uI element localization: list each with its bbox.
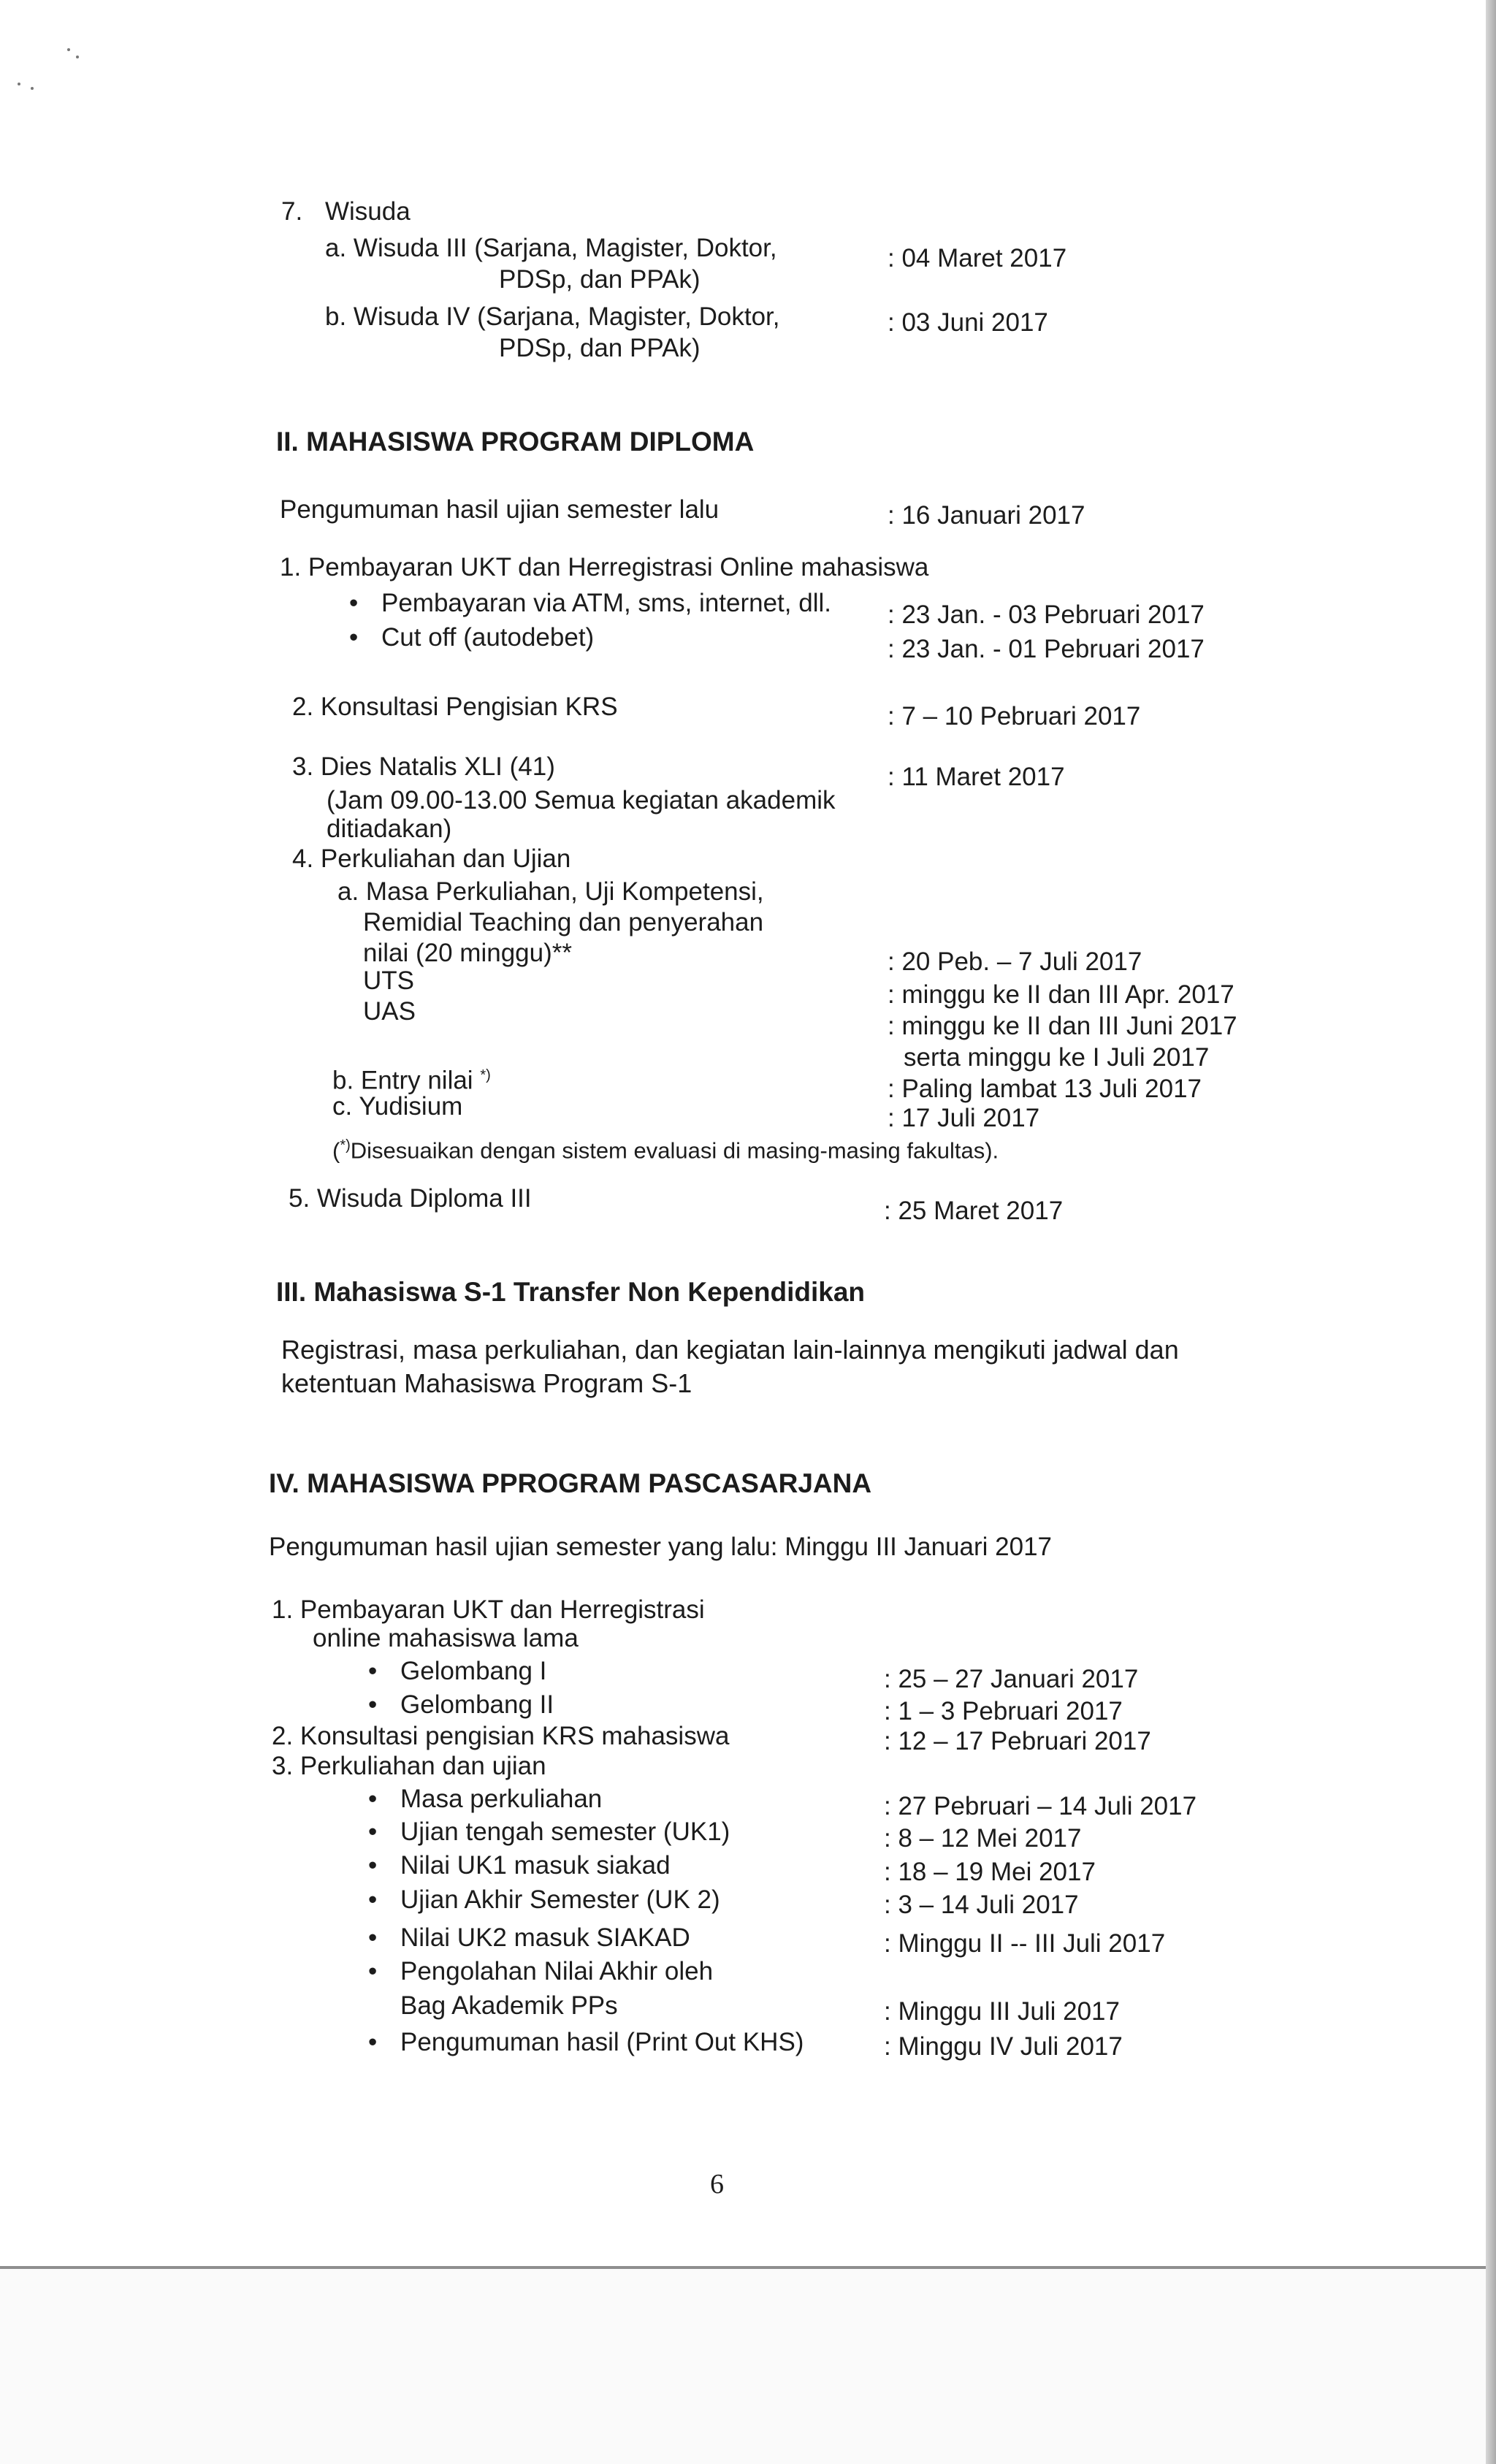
wisuda-iii-date: : 04 Maret 2017 [888,244,1067,272]
scan-speck [76,56,79,58]
krs-consultation-date: : 12 – 17 Pebruari 2017 [884,1727,1151,1755]
final-exam: • Ujian Akhir Semester (UK 2) [400,1885,720,1915]
midterm-exam: • Ujian tengah semester (UK1) [400,1817,730,1847]
dies-natalis-note2: ditiadakan) [327,815,452,843]
payment-cutoff-date: : 23 Jan. - 01 Pebruari 2017 [888,635,1205,663]
page-number: 6 [710,2169,724,2200]
below-page-area [0,2269,1486,2464]
yudisium-label: c. Yudisium [332,1092,463,1121]
final-grade-processing-date: : Minggu III Juli 2017 [884,1997,1120,2026]
dies-natalis-note1: (Jam 09.00-13.00 Semua kegiatan akademik [327,786,836,815]
wisuda-iii-line1: a. Wisuda III (Sarjana, Magister, Doktor, [325,234,777,262]
section-heading: II. MAHASISWA PROGRAM DIPLOMA [276,427,755,457]
lectures-period-line1: a. Masa Perkuliahan, Uji Kompetensi, [337,877,764,906]
payment-atm: • Pembayaran via ATM, sms, internet, dll. [381,588,831,619]
entry-grades-text: b. Entry nilai [332,1066,481,1095]
lectures-period-date: : 20 Peb. – 7 Juli 2017 [888,947,1142,976]
lecture-period: • Masa perkuliahan [400,1784,602,1815]
payment-heading: 1. Pembayaran UKT dan Herregistrasi Online mahasiswa [280,553,929,581]
section-heading: IV. MAHASISWA PPROGRAM PASCASARJANA [269,1468,872,1498]
item-title: Wisuda [325,197,411,226]
payment-cutoff: • Cut off (autodebet) [381,622,594,653]
dies-natalis: 3. Dies Natalis XLI (41) [292,752,555,781]
wave-2: • Gelombang II [400,1690,554,1720]
uk1-grades: • Nilai UK1 masuk siakad [400,1850,671,1881]
section-heading: III. Mahasiswa S-1 Transfer Non Kependidikan [276,1277,865,1307]
diploma-graduation-date: : 25 Maret 2017 [884,1197,1064,1225]
footnote-text: Disesuaikan dengan sistem evaluasi di masing-masing fakultas). [350,1137,999,1164]
item-number: 7. [281,197,303,226]
uts-date: : minggu ke II dan III Apr. 2017 [888,980,1234,1009]
diploma-graduation: 5. Wisuda Diploma III [289,1184,532,1213]
uk2-grades: • Nilai UK2 masuk SIAKAD [400,1923,690,1953]
scan-speck [31,87,34,90]
section-paragraph: Registrasi, masa perkuliahan, dan kegiatan lain-lainnya mengikuti jadwal dan ketentuan Mahasiswa Program S-1 [281,1335,1179,1398]
lectures-period-line2: Remidial Teaching dan penyerahan [363,908,764,937]
wisuda-iv-line2: PDSp, dan PPAk) [499,334,701,362]
krs-consultation: 2. Konsultasi Pengisian KRS [292,693,618,721]
payment-atm-date: : 23 Jan. - 03 Pebruari 2017 [888,600,1205,629]
footnote-open-paren: ( [332,1137,340,1164]
wisuda-iv-date: : 03 Juni 2017 [888,308,1048,337]
krs-consultation-date: : 7 – 10 Pebruari 2017 [888,702,1141,731]
announcement-label: Pengumuman hasil ujian semester yang lalu: Minggu III Januari 2017 [269,1533,1053,1561]
uas-date: : minggu ke II dan III Juni 2017 [888,1012,1237,1040]
yudisium-date: : 17 Juli 2017 [888,1104,1040,1132]
wisuda-iv-line1: b. Wisuda IV (Sarjana, Magister, Doktor, [325,302,780,331]
results-announcement: • Pengumuman hasil (Print Out KHS) [400,2027,804,2058]
entry-grades-date: : Paling lambat 13 Juli 2017 [888,1075,1202,1103]
uts-label: UTS [363,966,414,995]
payment-heading-line1: 1. Pembayaran UKT dan Herregistrasi [272,1595,705,1624]
wave-1: • Gelombang I [400,1656,546,1687]
scan-speck [67,48,70,51]
footnote-marker: *) [480,1067,491,1083]
uas-date-continued: serta minggu ke I Juli 2017 [904,1043,1210,1072]
lecture-period-date: : 27 Pebruari – 14 Juli 2017 [884,1792,1197,1820]
wave-2-date: : 1 – 3 Pebruari 2017 [884,1697,1123,1725]
midterm-exam-date: : 8 – 12 Mei 2017 [884,1824,1082,1853]
footnote [332,1130,999,1166]
lectures-period-line3: nilai (20 minggu)** [363,939,572,967]
results-announcement-date: : Minggu IV Juli 2017 [884,2032,1123,2061]
uk1-grades-date: : 18 – 19 Mei 2017 [884,1858,1096,1886]
footnote-marker: *) [340,1137,351,1153]
wisuda-iii-line2: PDSp, dan PPAk) [499,265,701,294]
final-grade-processing-line1: • Pengolahan Nilai Akhir oleh [400,1956,713,1987]
announcement-label: Pengumuman hasil ujian semester lalu [280,495,720,524]
krs-consultation: 2. Konsultasi pengisian KRS mahasiswa [272,1722,730,1750]
lectures-exams-heading: 4. Perkuliahan dan Ujian [292,844,571,873]
scan-speck [18,83,20,85]
wave-1-date: : 25 – 27 Januari 2017 [884,1665,1139,1693]
final-exam-date: : 3 – 14 Juli 2017 [884,1891,1079,1919]
final-grade-processing-line2: Bag Akademik PPs [400,1991,618,2020]
uk2-grades-date: : Minggu II -- III Juli 2017 [884,1929,1166,1958]
uas-label: UAS [363,997,416,1026]
dies-natalis-date: : 11 Maret 2017 [888,763,1065,791]
page-edge-shadow [1486,0,1496,2464]
payment-heading-line2: online mahasiswa lama [313,1624,579,1652]
announcement-date: : 16 Januari 2017 [888,501,1085,530]
lectures-exams-heading: 3. Perkuliahan dan ujian [272,1752,546,1780]
